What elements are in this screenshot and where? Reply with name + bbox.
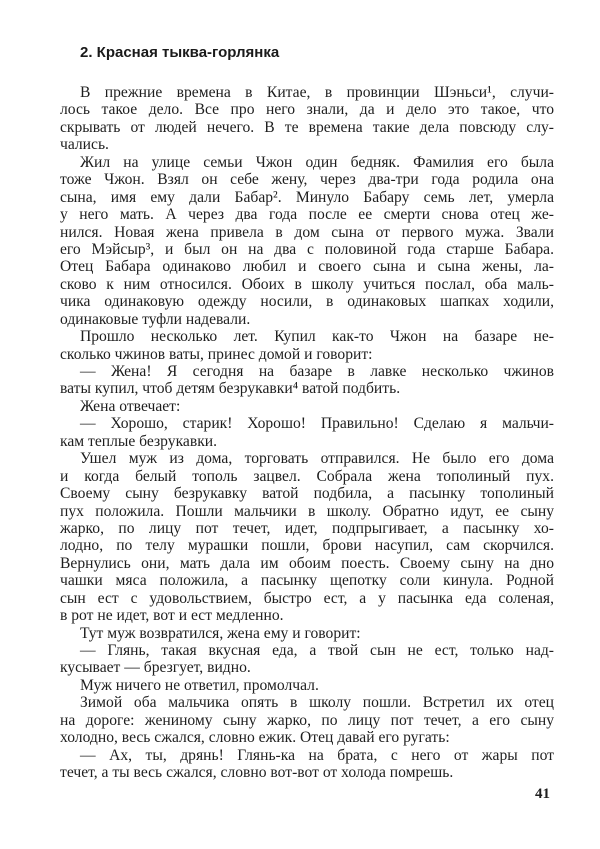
text-line: нился. Новая жена привела в дом сына от первого мужа. Звали <box>60 223 554 241</box>
text-line: Вернулись они, мать дала им обоим поесть. Своему сыну на дно <box>60 554 554 572</box>
text-line: — Глянь, такая вкусная еда, а твой сын не ест, только над- <box>80 642 554 659</box>
text-line: Муж ничего не ответил, промолчал. <box>80 676 319 694</box>
text-line: лось такое дело. Все про него знали, да и дело это такое, что <box>60 101 554 119</box>
text-line: пух положила. Пошли мальчики в школу. Обратно идут, ее сыну <box>60 502 554 520</box>
text-line: В прежние времена в Китае, в провинции Шэньси¹, случи- <box>80 84 554 101</box>
text-line: кусывает — брезгует, видно. <box>60 659 251 677</box>
text-line: Жил на улице семьи Чжон один бедняк. Фамилия его была <box>80 153 554 171</box>
page-number: 41 <box>535 786 550 802</box>
text-line: на дороге: жениному сыну жарко, по лицу пот течет, а его сыну <box>60 711 554 729</box>
text-line: Тут муж возвратился, жена ему и говорит: <box>80 624 361 642</box>
text-line: кам теплые безрукавки. <box>60 432 218 450</box>
text-line: сына, имя ему дали Бабар². Минуло Бабару семь лет, умерла <box>60 188 554 206</box>
text-line: и когда белый тополь зацвел. Собрала жена тополиный пух. <box>60 467 554 485</box>
text-line: в рот не идет, вот и ест медленно. <box>60 607 284 625</box>
text-line: Отец Бабара одинаково любил и своего сына и сына жены, ла- <box>60 258 554 276</box>
text-line: — Жена! Я сегодня на базаре в лавке несколько чжинов <box>80 363 554 380</box>
text-line: сково к ним относился. Обоих в школу учиться послал, оба маль- <box>60 275 554 293</box>
text-line: чашки мяса положила, а пасынку щепотку соли кинула. Родной <box>60 572 554 590</box>
text-line: Ушел муж из дома, торговать отправился. Не было его дома <box>80 450 554 468</box>
text-line: — Ах, ты, дрянь! Глянь-ка на брата, с него от жары пот <box>80 746 554 764</box>
text-line: скрывать от людей нечего. В те времена такие дела повсюду слу- <box>60 118 554 136</box>
text-line: его Мэйсыр³, и был он на два с половиной года старше Бабара. <box>60 240 554 258</box>
text-line: сколько чжинов ваты, принес домой и говорит: <box>60 345 373 363</box>
text-line: чались. <box>60 136 109 154</box>
text-line: у него мать. А через два года после ее смерти снова отец же- <box>60 206 554 224</box>
text-line: холодно, весь сжался, словно ежик. Отец давай его ругать: <box>60 729 450 747</box>
text-line: Жена отвечает: <box>80 397 181 415</box>
text-line: течет, а ты весь сжался, словно вот-вот от холода помрешь. <box>60 764 454 782</box>
text-line: Своему сыну безрукавку ватой подбила, а пасынку тополиный <box>60 485 554 503</box>
text-line: сын ест с удовольствием, быстро ест, а у пасынка еда соленая, <box>60 589 554 607</box>
text-line: — Хорошо, старик! Хорошо! Правильно! Сделаю я мальчи- <box>80 415 554 433</box>
text-line: Прошло несколько лет. Купил как-то Чжон на базаре не- <box>80 328 554 346</box>
text-line: Зимой оба мальчика опять в школу пошли. Встретил их отец <box>80 694 554 712</box>
chapter-title: 2. Красная тыква-горлянка <box>80 44 280 61</box>
text-line: ваты купил, чтоб детям безрукавки⁴ ватой подбить. <box>60 380 401 398</box>
text-line: лодно, по телу мурашки пошли, брови насупил, сам скорчился. <box>60 537 554 555</box>
text-line: чика одинаковую одежду носили, в одинаковых шапках ходили, <box>60 293 554 311</box>
text-line: жарко, по лицу пот течет, идет, подпрыгивает, а пасынку хо- <box>60 519 554 537</box>
text-line: одинаковые туфли надевали. <box>60 310 251 328</box>
text-line: тоже Чжон. Взял он себе жену, через два-три года родила она <box>60 171 554 189</box>
body-text <box>60 84 554 782</box>
